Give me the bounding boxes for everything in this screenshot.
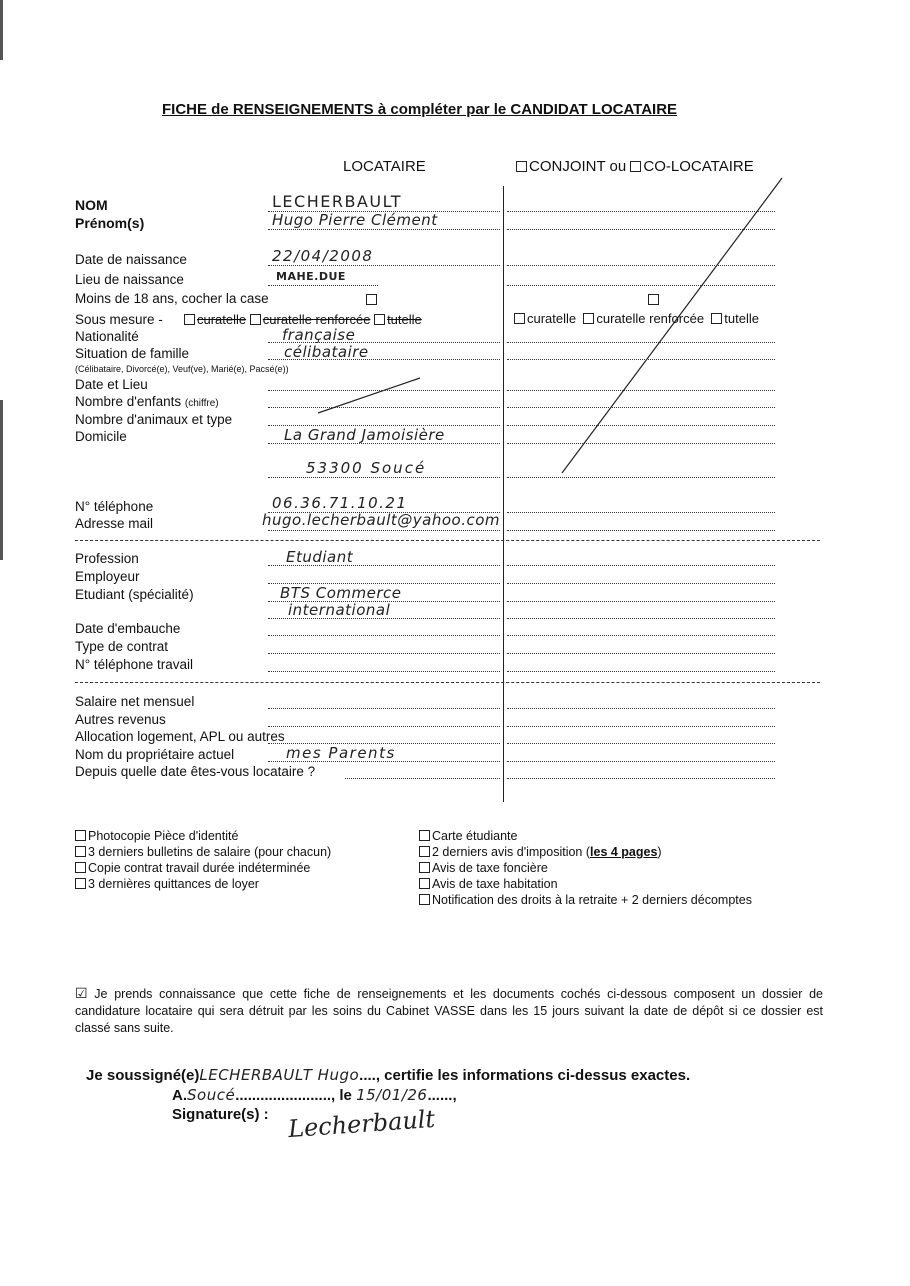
sous-mesure-conjoint: curatelle curatelle renforcée tutelle xyxy=(514,311,759,326)
checkbox-doc[interactable] xyxy=(419,830,430,841)
value-nom: LECHERBAULT xyxy=(272,192,403,211)
checkbox-moins18-locataire[interactable] xyxy=(366,294,377,305)
label-prenom: Prénom(s) xyxy=(75,215,145,231)
label-nationalite: Nationalité xyxy=(75,329,139,344)
value-proprietaire: mes Parents xyxy=(286,744,396,762)
attestation-line: Je soussigné(e)LECHERBAULT Hugo...., certifie les informations ci-dessus exactes. xyxy=(86,1066,691,1084)
label-domicile: Domicile xyxy=(75,429,127,444)
label-animaux: Nombre d'animaux et type xyxy=(75,412,233,427)
doc-item: Notification des droits à la retraite + 2 derniers décomptes xyxy=(419,892,752,908)
value-date: 15/01/26 xyxy=(356,1086,428,1104)
signature-label: Signature(s) : xyxy=(172,1106,269,1123)
checkbox-doc[interactable] xyxy=(419,846,430,857)
value-domicile-2: 53300 Soucé xyxy=(306,459,427,477)
form-title: FICHE de RENSEIGNEMENTS à compléter par le CANDIDAT LOCATAIRE xyxy=(162,101,678,118)
value-prenom: Hugo Pierre Clément xyxy=(272,211,438,229)
checkbox-tutelle-locataire[interactable] xyxy=(374,314,385,325)
checkbox-doc[interactable] xyxy=(419,878,430,889)
label-lieu-naissance: Lieu de naissance xyxy=(75,272,184,287)
value-etudiant-1: BTS Commerce xyxy=(280,584,402,602)
label-autres-revenus: Autres revenus xyxy=(75,712,166,727)
label-profession: Profession xyxy=(75,551,139,566)
doc-item: 3 dernières quittances de loyer xyxy=(75,876,331,892)
checkbox-doc[interactable] xyxy=(75,862,86,873)
label-situation-note: (Célibataire, Divorcé(e), Veuf(ve), Marié(e), Pacsé(e)) xyxy=(75,364,289,374)
value-lieu: Soucé xyxy=(187,1086,236,1104)
consent-checkbox[interactable]: ☑ xyxy=(75,985,88,1001)
label-date-lieu: Date et Lieu xyxy=(75,377,148,392)
label-moins-18: Moins de 18 ans, cocher la case xyxy=(75,291,269,306)
label-depuis: Depuis quelle date êtes-vous locataire ? xyxy=(75,764,316,779)
label-telephone: N° téléphone xyxy=(75,499,154,514)
value-lieu-naissance: MAHE.DUE xyxy=(276,270,346,283)
label-sous-mesure: Sous mesure - xyxy=(75,312,163,327)
value-domicile-1: La Grand Jamoisière xyxy=(284,426,445,444)
doc-item: Avis de taxe habitation xyxy=(419,876,752,892)
label-date-embauche: Date d'embauche xyxy=(75,621,181,636)
label-date-naissance: Date de naissance xyxy=(75,252,187,267)
checkbox-tutelle-conjoint[interactable] xyxy=(711,313,722,324)
checkbox-moins18-conjoint[interactable] xyxy=(648,294,659,305)
label-etudiant: Etudiant (spécialité) xyxy=(75,587,194,602)
checkbox-doc[interactable] xyxy=(419,894,430,905)
doc-item: Photocopie Pièce d'identité xyxy=(75,828,331,844)
value-nationalite: française xyxy=(282,326,356,344)
label-nb-enfants: Nombre d'enfants (chiffre) xyxy=(75,394,219,409)
value-situation: célibataire xyxy=(284,343,369,361)
doc-item: Avis de taxe foncière xyxy=(419,860,752,876)
documents-right xyxy=(419,828,752,908)
checkbox-renforcee-conjoint[interactable] xyxy=(583,313,594,324)
checkbox-doc[interactable] xyxy=(75,878,86,889)
column-header-locataire: LOCATAIRE xyxy=(343,158,426,175)
documents-left xyxy=(75,828,331,892)
label-type-contrat: Type de contrat xyxy=(75,639,169,654)
doc-item: Copie contrat travail durée indéterminée xyxy=(75,860,331,876)
label-proprietaire: Nom du propriétaire actuel xyxy=(75,747,235,762)
checkbox-doc[interactable] xyxy=(75,846,86,857)
value-profession: Etudiant xyxy=(286,548,354,566)
separator-2 xyxy=(75,682,820,683)
label-situation: Situation de famille xyxy=(75,346,190,361)
checkbox-curatelle-locataire[interactable] xyxy=(184,314,195,325)
signature-drawing: Lecherbault xyxy=(287,1104,436,1144)
checkbox-doc[interactable] xyxy=(419,862,430,873)
doc-item: 2 derniers avis d'imposition (les 4 pages) xyxy=(419,844,752,860)
value-telephone: 06.36.71.10.21 xyxy=(272,494,408,512)
value-date-naissance: 22/04/2008 xyxy=(272,247,374,265)
doc-item: Carte étudiante xyxy=(419,828,752,844)
sous-mesure-locataire: curatelle curatelle renforcée tutelle xyxy=(184,312,422,327)
value-mail: hugo.lecherbault@yahoo.com xyxy=(262,511,501,529)
label-mail: Adresse mail xyxy=(75,516,154,531)
doc-item: 3 derniers bulletins de salaire (pour chacun) xyxy=(75,844,331,860)
label-employeur: Employeur xyxy=(75,569,140,584)
label-salaire: Salaire net mensuel xyxy=(75,694,195,709)
checkbox-curatelle-conjoint[interactable] xyxy=(514,313,525,324)
value-signataire: LECHERBAULT Hugo xyxy=(199,1066,360,1084)
label-nom: NOM xyxy=(75,197,108,213)
value-etudiant-2: international xyxy=(288,601,391,619)
place-date-line: A.Soucé......................., le 15/01/26......, xyxy=(172,1086,457,1104)
consent-paragraph: ☑ Je prends connaissance que cette fiche de renseignements et les documents cochés ci-dessous composent un dossier de candidature locataire qui sera détruit par les soins du Cabinet VASSE dans les 15 jours suivant la date de dépôt si ce dossier est classé sans suite. xyxy=(75,985,823,1035)
checkbox-doc[interactable] xyxy=(75,830,86,841)
separator-1 xyxy=(75,540,820,541)
label-allocation: Allocation logement, APL ou autres xyxy=(75,729,285,744)
checkbox-renforcee-locataire[interactable] xyxy=(250,314,261,325)
column-header-conjoint: CONJOINT ou CO-LOCATAIRE xyxy=(516,158,754,175)
label-tel-travail: N° téléphone travail xyxy=(75,657,193,672)
